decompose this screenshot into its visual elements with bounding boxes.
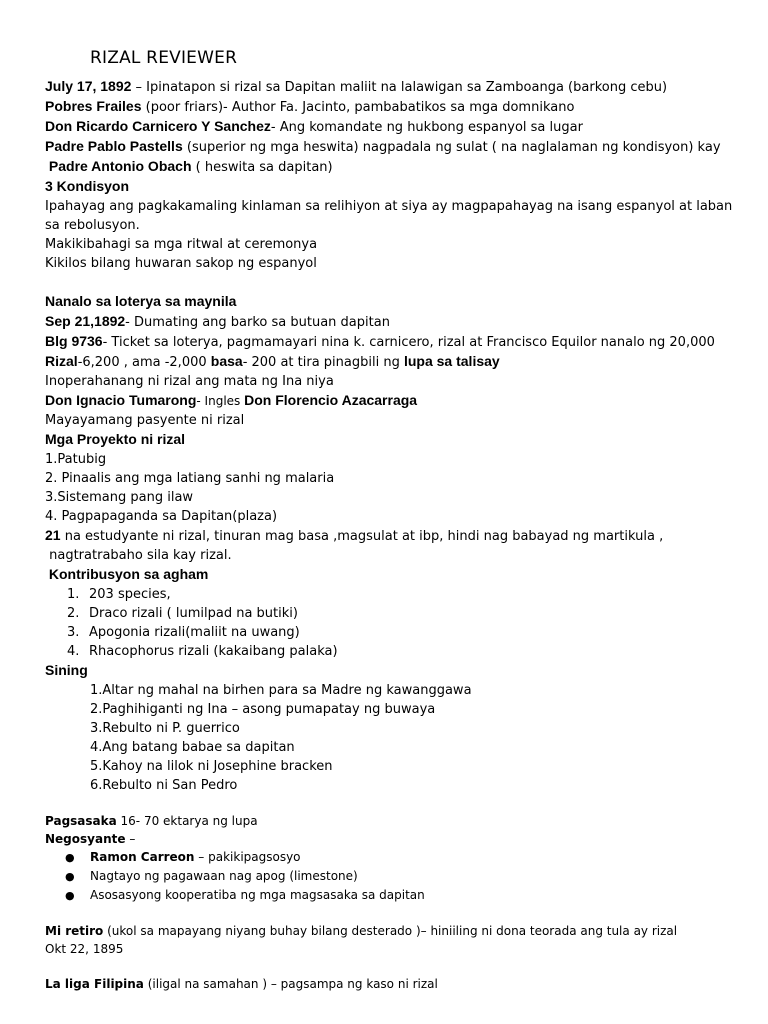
list-item: 4.Ang batang babae sa dapitan (90, 740, 295, 755)
text-line (45, 391, 735, 411)
list-number: 1. (67, 587, 80, 602)
bold-term: Don Florencio Azacarraga (244, 392, 418, 408)
text-line: Ipahayag ang pagkakamaling kinlaman sa relihiyon at siya ay magpapahayag na isang espanyol at laban sa rebolusyon. (45, 199, 733, 233)
bold-term: Don Ricardo Carnicero Y Sanchez (45, 118, 271, 134)
bold-term: Negosyante (45, 832, 126, 846)
list-text: 203 species, (89, 587, 171, 602)
bold-term: Pobres Frailes (45, 98, 142, 114)
list-item: 1.Altar ng mahal na birhen para sa Madre ng kawanggawa (90, 683, 472, 698)
text-line (45, 332, 735, 352)
bold-term: 21 (45, 527, 61, 543)
proyekto-section (45, 430, 735, 565)
bottom-section (45, 812, 735, 993)
list-item (45, 623, 735, 642)
sining-section (45, 661, 735, 795)
bold-term: Sep 21,1892 (45, 313, 126, 329)
bullet-icon: ● (65, 870, 75, 883)
list-item: 2. Pinaalis ang mga latiang sanhi ng malaria (45, 471, 335, 486)
section-heading (45, 292, 735, 312)
text-line: nagtratrabaho sila kay rizal. (45, 548, 232, 563)
text-line (45, 975, 735, 993)
text: -6,200 , ama -2,000 (77, 355, 211, 370)
text-line: Kikilos bilang huwaran sakop ng espanyol (45, 256, 317, 271)
section-heading (45, 430, 735, 450)
bold-term: Rizal (45, 353, 78, 369)
bold-term: Mi retiro (45, 924, 104, 938)
document-page (45, 48, 735, 993)
section-heading (45, 177, 735, 197)
text: (poor friars)- Author Fa. Jacinto, pambabatikos sa mga domnikano (141, 100, 575, 115)
document-title: RIZAL REVIEWER (90, 48, 238, 68)
bold-term: basa (210, 353, 243, 369)
text: 16- 70 ektarya ng lupa (116, 814, 258, 828)
list-item: 5.Kahoy na lilok ni Josephine bracken (90, 759, 333, 774)
bold-term: July 17, 1892 (45, 78, 132, 94)
text: (iligal na samahan ) – pagsampa ng kaso ni rizal (143, 977, 438, 991)
section-heading (45, 661, 735, 681)
text: (ukol sa mapayang niyang buhay bilang desterado )– hiniiling ni dona teorada ang tula ay rizal (103, 924, 678, 938)
heading-text: Mga Proyekto ni rizal (45, 431, 186, 447)
bold-term: La liga Filipina (45, 977, 144, 991)
text-line (45, 312, 735, 332)
list-number: 3. (67, 625, 80, 640)
list-item: 3.Rebulto ni P. guerrico (90, 721, 240, 736)
list-number: 2. (67, 606, 80, 621)
list-text: Rhacophorus rizali (kakaibang palaka) (89, 644, 338, 659)
list-item (45, 848, 735, 867)
text-line (45, 352, 735, 372)
text: - Ticket sa loterya, pagmamayari nina k. carnicero, rizal at Francisco Equilor nanalo ng 20,000 (102, 335, 715, 350)
text: – Ipinatapon si rizal sa Dapitan maliit na lalawigan sa Zamboanga (barkong cebu) (131, 80, 668, 95)
list-item: 2.Paghihiganti ng Ina – asong pumapatay ng buwaya (90, 702, 436, 717)
list-item (45, 604, 735, 623)
text-line (45, 830, 735, 848)
kontribusyon-section (45, 565, 735, 661)
bold-term: Pagsasaka (45, 814, 117, 828)
intro-section (45, 77, 735, 273)
text-line: Makikibahagi sa mga ritwal at ceremonya (45, 237, 318, 252)
lottery-section (45, 292, 735, 430)
spacer (45, 273, 735, 292)
text: - Ingles (196, 394, 245, 408)
text: – (125, 832, 136, 846)
bullet-icon: ● (65, 889, 75, 902)
text-line (45, 137, 735, 157)
text-line (45, 157, 735, 177)
heading-text: Kontribusyon sa agham (45, 566, 209, 582)
list-item (45, 642, 735, 661)
list-item (45, 867, 735, 886)
spacer (45, 958, 735, 975)
bold-term: lupa sa talisay (403, 353, 500, 369)
text-line (45, 526, 735, 546)
heading-text: Nanalo sa loterya sa maynila (45, 293, 237, 309)
text-line (45, 77, 735, 97)
text-line: Inoperahanang ni rizal ang mata ng Ina niya (45, 374, 334, 389)
bold-term: Don Ignacio Tumarong (45, 392, 197, 408)
bullet-list (45, 848, 735, 905)
text: - Ang komandate ng hukbong espanyol sa lugar (270, 120, 583, 135)
text: (superior ng mga heswita) nagpadala ng sulat ( na naglalaman ng kondisyon) kay (182, 140, 721, 155)
text-line (45, 922, 735, 940)
bold-term: Padre Antonio Obach (45, 158, 192, 174)
list-text: Asosasyong kooperatiba ng mga magsasaka sa dapitan (90, 888, 425, 902)
numbered-list (45, 585, 735, 661)
bullet-icon: ● (65, 851, 75, 864)
list-item: 3.Sistemang pang ilaw (45, 490, 194, 505)
heading-text: Sining (45, 662, 88, 678)
list-number: 4. (67, 644, 80, 659)
list-item (45, 585, 735, 604)
bold-term: Ramon Carreon (90, 850, 195, 864)
list-item: 6.Rebulto ni San Pedro (90, 778, 238, 793)
list-item: 4. Pagpapaganda sa Dapitan(plaza) (45, 509, 278, 524)
text: na estudyante ni rizal, tinuran mag basa ,magsulat at ibp, hindi nag babayad ng martikula , (60, 529, 664, 544)
spacer (45, 905, 735, 922)
text-line: Okt 22, 1895 (45, 942, 124, 956)
text-line (45, 812, 735, 830)
text: - Dumating ang barko sa butuan dapitan (125, 315, 390, 330)
list-text: Nagtayo ng pagawaan nag apog (limestone) (90, 869, 358, 883)
list-item: 1.Patubig (45, 452, 107, 467)
spacer (45, 795, 735, 812)
section-heading (45, 565, 735, 585)
text-line (45, 117, 735, 137)
list-text: Draco rizali ( lumilpad na butiki) (89, 606, 298, 621)
text: - 200 at tira pinagbili ng (242, 355, 404, 370)
list-item (45, 886, 735, 905)
text-line: Mayayamang pasyente ni rizal (45, 413, 245, 428)
bold-term: Blg 9736 (45, 333, 103, 349)
heading-text: 3 Kondisyon (45, 178, 130, 194)
list-text: – pakikipagsosyo (194, 850, 301, 864)
text-line (45, 97, 735, 117)
text: ( heswita sa dapitan) (191, 160, 333, 175)
list-text: Apogonia rizali(maliit na uwang) (89, 625, 300, 640)
bold-term: Padre Pablo Pastells (45, 138, 183, 154)
